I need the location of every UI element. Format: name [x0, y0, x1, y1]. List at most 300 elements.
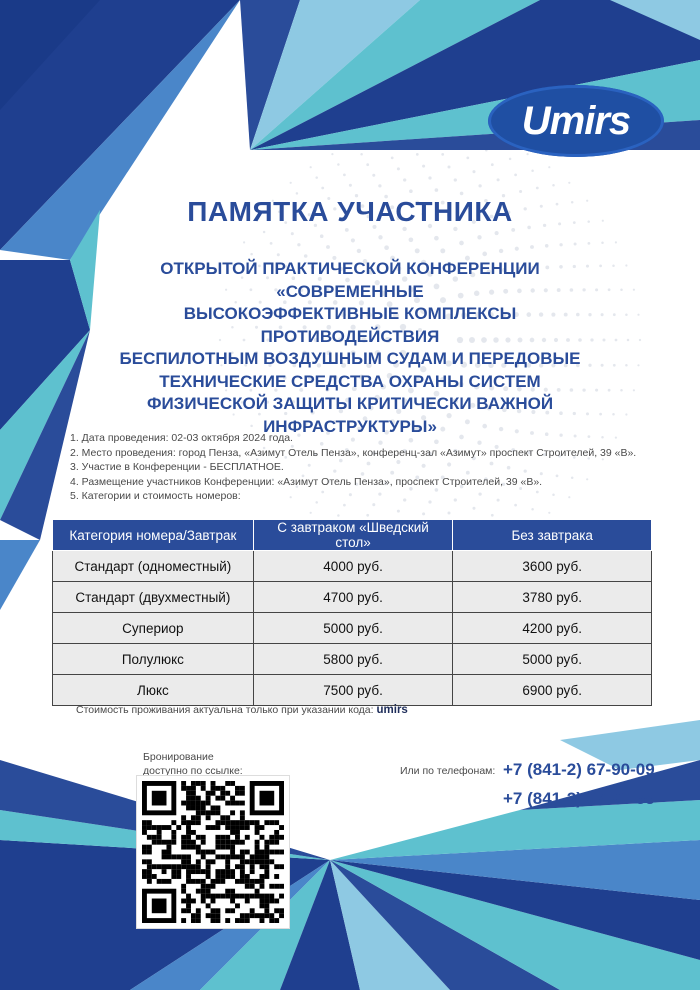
- qr-module: [191, 820, 196, 825]
- halftone-dot: [409, 237, 414, 242]
- qr-module: [201, 840, 206, 845]
- qr-module: [235, 864, 240, 869]
- qr-module: [250, 913, 255, 918]
- qr-code[interactable]: [137, 776, 289, 928]
- qr-module: [274, 840, 279, 845]
- qr-module: [191, 801, 196, 806]
- table-cell: 4200 руб.: [453, 613, 652, 644]
- qr-module: [181, 820, 186, 825]
- table-cell: 6900 руб.: [453, 675, 652, 706]
- qr-module: [250, 864, 255, 869]
- qr-module: [250, 859, 255, 864]
- qr-module: [147, 869, 152, 874]
- info-item: 2. Место проведения: город Пенза, «Азимут Отель Пенза», конференц-зал «Азимут» проспект Строителей, 39 «В».: [70, 446, 637, 459]
- qr-module: [215, 825, 220, 830]
- qr-module: [230, 845, 235, 850]
- qr-module: [220, 786, 225, 791]
- halftone-dot: [482, 252, 487, 257]
- qr-module: [196, 918, 201, 923]
- qr-module: [230, 850, 235, 855]
- qr-module: [211, 884, 216, 889]
- halftone-dot: [613, 364, 616, 367]
- qr-finder: [152, 791, 167, 806]
- qr-module: [230, 820, 235, 825]
- qr-module: [240, 801, 245, 806]
- qr-module: [196, 805, 201, 810]
- qr-module: [274, 918, 279, 923]
- halftone-dot: [559, 243, 562, 246]
- qr-module: [220, 869, 225, 874]
- qr-module: [274, 899, 279, 904]
- halftone-dot: [633, 289, 635, 291]
- subtitle-line: БЕСПИЛОТНЫМ ВОЗДУШНЫМ СУДАМ И ПЕРЕДОВЫЕ: [119, 349, 581, 368]
- halftone-dot: [637, 364, 639, 366]
- qr-module: [230, 796, 235, 801]
- qr-module: [211, 850, 216, 855]
- qr-module: [157, 825, 162, 830]
- qr-module: [171, 830, 176, 835]
- halftone-dot: [625, 264, 627, 266]
- qr-module: [211, 908, 216, 913]
- qr-module: [240, 850, 245, 855]
- qr-module: [230, 908, 235, 913]
- booking-caption: [143, 750, 243, 778]
- qr-module: [279, 913, 284, 918]
- halftone-dot: [509, 158, 512, 161]
- qr-module: [220, 874, 225, 879]
- qr-module: [255, 850, 260, 855]
- subtitle-line: ТЕХНИЧЕСКИЕ СРЕДСТВА ОХРАНЫ СИСТЕМ: [159, 371, 541, 391]
- qr-module: [245, 884, 250, 889]
- qr-module: [255, 840, 260, 845]
- qr-module: [260, 864, 265, 869]
- halftone-dot: [391, 157, 394, 160]
- halftone-dot: [548, 166, 550, 168]
- halftone-dot: [296, 192, 299, 195]
- logo-text: Umirs: [521, 98, 631, 143]
- halftone-dot: [620, 389, 623, 392]
- qr-module: [269, 859, 274, 864]
- halftone-dot: [447, 511, 450, 514]
- halftone-dot: [447, 165, 450, 168]
- qr-module: [240, 820, 245, 825]
- qr-module: [206, 889, 211, 894]
- qr-module: [162, 840, 167, 845]
- qr-module: [162, 850, 167, 855]
- qr-module: [215, 894, 220, 899]
- qr-module: [206, 894, 211, 899]
- qr-module: [157, 879, 162, 884]
- qr-module: [147, 874, 152, 879]
- qr-module: [230, 830, 235, 835]
- halftone-dot: [639, 339, 641, 341]
- subtitle-line: ФИЗИЧЕСКОЙ ЗАЩИТЫ КРИТИЧЕСКИ ВАЖНОЙ: [146, 394, 554, 413]
- qr-module: [201, 894, 206, 899]
- qr-module: [215, 879, 220, 884]
- qr-module: [240, 869, 245, 874]
- qr-module: [186, 903, 191, 908]
- qr-module: [191, 845, 196, 850]
- qr-module: [196, 835, 201, 840]
- qr-module: [206, 903, 211, 908]
- qr-module: [215, 796, 220, 801]
- info-item: 3. Участие в Конференции - БЕСПЛАТНОЕ.: [70, 461, 284, 473]
- qr-module: [171, 874, 176, 879]
- conference-subtitle: [110, 258, 590, 438]
- column-header: Без завтрака: [453, 520, 652, 551]
- qr-module: [255, 894, 260, 899]
- qr-module: [240, 918, 245, 923]
- qr-module: [181, 801, 186, 806]
- qr-module: [196, 850, 201, 855]
- qr-module: [181, 854, 186, 859]
- qr-module: [166, 854, 171, 859]
- qr-module: [235, 918, 240, 923]
- qr-module: [245, 899, 250, 904]
- qr-module: [191, 840, 196, 845]
- qr-module: [206, 913, 211, 918]
- qr-module: [211, 859, 216, 864]
- qr-module: [225, 859, 230, 864]
- qr-module: [255, 820, 260, 825]
- halftone-dot: [403, 178, 406, 181]
- qr-module: [245, 918, 250, 923]
- table-cell: 7500 руб.: [253, 675, 453, 706]
- qr-module: [274, 864, 279, 869]
- qr-module: [201, 879, 206, 884]
- qr-module: [215, 820, 220, 825]
- qr-module: [220, 796, 225, 801]
- qr-module: [225, 864, 230, 869]
- table-cell: Полулюкс: [53, 644, 254, 675]
- qr-module: [206, 869, 211, 874]
- qr-module: [206, 874, 211, 879]
- halftone-dot: [574, 242, 577, 245]
- qr-module: [225, 820, 230, 825]
- qr-module: [269, 840, 274, 845]
- qr-module: [264, 845, 269, 850]
- halftone-dot: [243, 241, 245, 243]
- qr-module: [260, 903, 265, 908]
- qr-module: [274, 874, 279, 879]
- qr-module: [176, 864, 181, 869]
- qr-module: [225, 874, 230, 879]
- qr-module: [191, 805, 196, 810]
- qr-module: [269, 850, 274, 855]
- halftone-dot: [491, 163, 494, 166]
- qr-module: [220, 845, 225, 850]
- halftone-dot: [545, 244, 549, 248]
- qr-module: [274, 908, 279, 913]
- qr-module: [186, 791, 191, 796]
- qr-module: [191, 791, 196, 796]
- halftone-dot: [345, 228, 349, 232]
- qr-module: [142, 845, 147, 850]
- qr-module: [274, 830, 279, 835]
- phone-number-1[interactable]: +7 (841-2) 67-90-09,: [503, 760, 660, 779]
- qr-module: [206, 825, 211, 830]
- qr-module: [274, 884, 279, 889]
- qr-module: [230, 874, 235, 879]
- qr-module: [240, 815, 245, 820]
- qr-module: [186, 874, 191, 879]
- qr-module: [196, 820, 201, 825]
- halftone-dot: [459, 241, 464, 246]
- subtitle-line: ОТКРЫТОЙ ПРАКТИЧЕСКОЙ КОНФЕРЕНЦИИ «СОВРЕМЕННЫЕ: [160, 259, 540, 301]
- qr-module: [245, 835, 250, 840]
- qr-module: [250, 879, 255, 884]
- table-cell: 4000 руб.: [253, 551, 453, 582]
- qr-module: [225, 840, 230, 845]
- qr-module: [162, 825, 167, 830]
- qr-module: [142, 850, 147, 855]
- qr-module: [191, 796, 196, 801]
- qr-module: [220, 894, 225, 899]
- table-cell: Люкс: [53, 675, 254, 706]
- qr-module: [166, 864, 171, 869]
- qr-module: [235, 894, 240, 899]
- info-item: 5. Категории и стоимость номеров:: [70, 490, 241, 502]
- qr-module: [201, 835, 206, 840]
- qr-module: [255, 845, 260, 850]
- table-cell: Стандарт (двухместный): [53, 582, 254, 613]
- qr-module: [279, 908, 284, 913]
- halftone-dot: [372, 174, 375, 177]
- qr-module: [211, 810, 216, 815]
- halftone-dot: [599, 265, 602, 268]
- halftone-dot: [499, 249, 503, 253]
- qr-module: [260, 850, 265, 855]
- halftone-dot: [595, 288, 598, 291]
- qr-module: [181, 786, 186, 791]
- note-text: Стоимость проживания актуальна только при указании кода:: [76, 704, 374, 716]
- qr-module: [230, 899, 235, 904]
- qr-module: [250, 869, 255, 874]
- qr-module: [152, 835, 157, 840]
- qr-module: [279, 825, 284, 830]
- qr-module: [240, 864, 245, 869]
- qr-module: [240, 840, 245, 845]
- qr-module: [264, 899, 269, 904]
- qr-module: [162, 869, 167, 874]
- info-list: [70, 431, 636, 504]
- halftone-dot: [310, 512, 312, 514]
- qr-module: [230, 869, 235, 874]
- qr-module: [191, 786, 196, 791]
- qr-module: [230, 801, 235, 806]
- halftone-dot: [343, 174, 346, 177]
- qr-module: [235, 830, 240, 835]
- qr-module: [196, 889, 201, 894]
- qr-module: [211, 879, 216, 884]
- column-header: Категория номера/Завтрак: [53, 520, 254, 551]
- qr-module: [181, 835, 186, 840]
- qr-module: [230, 840, 235, 845]
- qr-module: [264, 840, 269, 845]
- halftone-dot: [422, 512, 425, 515]
- qr-module: [147, 879, 152, 884]
- halftone-dot: [625, 364, 628, 367]
- halftone-dot: [310, 166, 312, 168]
- table-cell: Супериор: [53, 613, 254, 644]
- qr-module: [206, 796, 211, 801]
- halftone-dot: [530, 245, 534, 249]
- qr-module: [245, 859, 250, 864]
- room-price-table: [52, 519, 652, 706]
- qr-module: [186, 869, 191, 874]
- qr-module: [186, 835, 191, 840]
- qr-module: [235, 786, 240, 791]
- halftone-dot: [627, 339, 630, 342]
- qr-module: [171, 835, 176, 840]
- halftone-dot: [615, 241, 617, 243]
- halftone-dot: [297, 243, 300, 246]
- qr-module: [225, 791, 230, 796]
- qr-module: [240, 786, 245, 791]
- qr-module: [215, 786, 220, 791]
- halftone-dot: [491, 514, 494, 517]
- qr-module: [186, 840, 191, 845]
- table-row: [53, 582, 652, 613]
- qr-module: [201, 884, 206, 889]
- qr-module: [181, 889, 186, 894]
- qr-module: [152, 840, 157, 845]
- halftone-dot: [620, 289, 623, 292]
- qr-module: [215, 854, 220, 859]
- table-cell: Стандарт (одноместный): [53, 551, 254, 582]
- qr-module: [211, 894, 216, 899]
- qr-module: [162, 864, 167, 869]
- page-title: ПАМЯТКА УЧАСТНИКА: [187, 196, 513, 227]
- qr-module: [240, 854, 245, 859]
- qr-module: [186, 805, 191, 810]
- halftone-dot: [372, 503, 375, 506]
- halftone-dot: [415, 248, 420, 253]
- qr-module: [196, 908, 201, 913]
- qr-module: [196, 781, 201, 786]
- subtitle-line: ИНФРАСТРУКТУРЫ»: [263, 416, 437, 436]
- qr-module: [245, 894, 250, 899]
- qr-module: [240, 894, 245, 899]
- qr-module: [196, 879, 201, 884]
- halftone-dot: [568, 182, 570, 184]
- qr-module: [211, 918, 216, 923]
- halftone-dot: [601, 313, 604, 316]
- qr-module: [260, 884, 265, 889]
- halftone-dot: [409, 189, 413, 193]
- qr-module: [220, 879, 225, 884]
- halftone-dot: [615, 339, 618, 342]
- qr-module: [201, 805, 206, 810]
- qr-module: [147, 835, 152, 840]
- qr-module: [225, 854, 230, 859]
- qr-finder: [152, 899, 167, 914]
- qr-module: [166, 879, 171, 884]
- halftone-dot: [536, 187, 539, 190]
- halftone-dot: [360, 153, 363, 156]
- qr-module: [181, 908, 186, 913]
- qr-module: [225, 869, 230, 874]
- qr-module: [269, 884, 274, 889]
- table-cell: 3600 руб.: [453, 551, 652, 582]
- phone-number-2[interactable]: +7 (841-2) 67-90-55: [503, 789, 655, 808]
- halftone-dot: [612, 264, 615, 267]
- qr-module: [211, 786, 216, 791]
- qr-module: [201, 854, 206, 859]
- qr-module: [186, 879, 191, 884]
- halftone-dot: [460, 192, 464, 196]
- qr-module: [279, 850, 284, 855]
- halftone-dot: [440, 248, 445, 253]
- halftone-dot: [416, 153, 419, 156]
- qr-module: [269, 913, 274, 918]
- table-cell: 5000 руб.: [453, 644, 652, 675]
- qr-module: [147, 820, 152, 825]
- phone-label: Или по телефонам:: [400, 765, 496, 777]
- qr-module: [171, 854, 176, 859]
- qr-module: [176, 854, 181, 859]
- qr-module: [191, 918, 196, 923]
- qr-module: [211, 791, 216, 796]
- halftone-dot: [366, 514, 369, 517]
- qr-module: [264, 820, 269, 825]
- qr-module: [255, 913, 260, 918]
- qr-module: [196, 815, 201, 820]
- qr-module: [201, 786, 206, 791]
- halftone-dot: [270, 242, 273, 245]
- qr-module: [186, 854, 191, 859]
- qr-module: [157, 840, 162, 845]
- qr-module: [264, 913, 269, 918]
- qr-module: [215, 908, 220, 913]
- halftone-dot: [378, 235, 382, 239]
- qr-module: [191, 899, 196, 904]
- qr-module: [215, 840, 220, 845]
- halftone-dot: [552, 184, 555, 187]
- qr-module: [245, 913, 250, 918]
- qr-module: [196, 913, 201, 918]
- qr-module: [255, 854, 260, 859]
- qr-module: [171, 840, 176, 845]
- qr-module: [274, 820, 279, 825]
- qr-module: [240, 825, 245, 830]
- qr-module: [235, 840, 240, 845]
- halftone-dot: [608, 389, 611, 392]
- qr-module: [186, 845, 191, 850]
- qr-module: [157, 835, 162, 840]
- qr-module: [176, 825, 181, 830]
- qr-module: [166, 825, 171, 830]
- halftone-dot: [478, 184, 481, 187]
- qr-module: [250, 908, 255, 913]
- table-cell: 5800 руб.: [253, 644, 453, 675]
- halftone-dot: [625, 313, 628, 316]
- qr-module: [245, 879, 250, 884]
- qr-module: [235, 791, 240, 796]
- table-row: [53, 613, 652, 644]
- qr-module: [255, 830, 260, 835]
- qr-module: [142, 874, 147, 879]
- qr-module: [196, 859, 201, 864]
- qr-module: [206, 859, 211, 864]
- halftone-dot: [601, 242, 604, 245]
- qr-module: [260, 899, 265, 904]
- qr-module: [260, 835, 265, 840]
- qr-module: [166, 850, 171, 855]
- qr-module: [142, 825, 147, 830]
- qr-module: [186, 830, 191, 835]
- qr-module: [176, 869, 181, 874]
